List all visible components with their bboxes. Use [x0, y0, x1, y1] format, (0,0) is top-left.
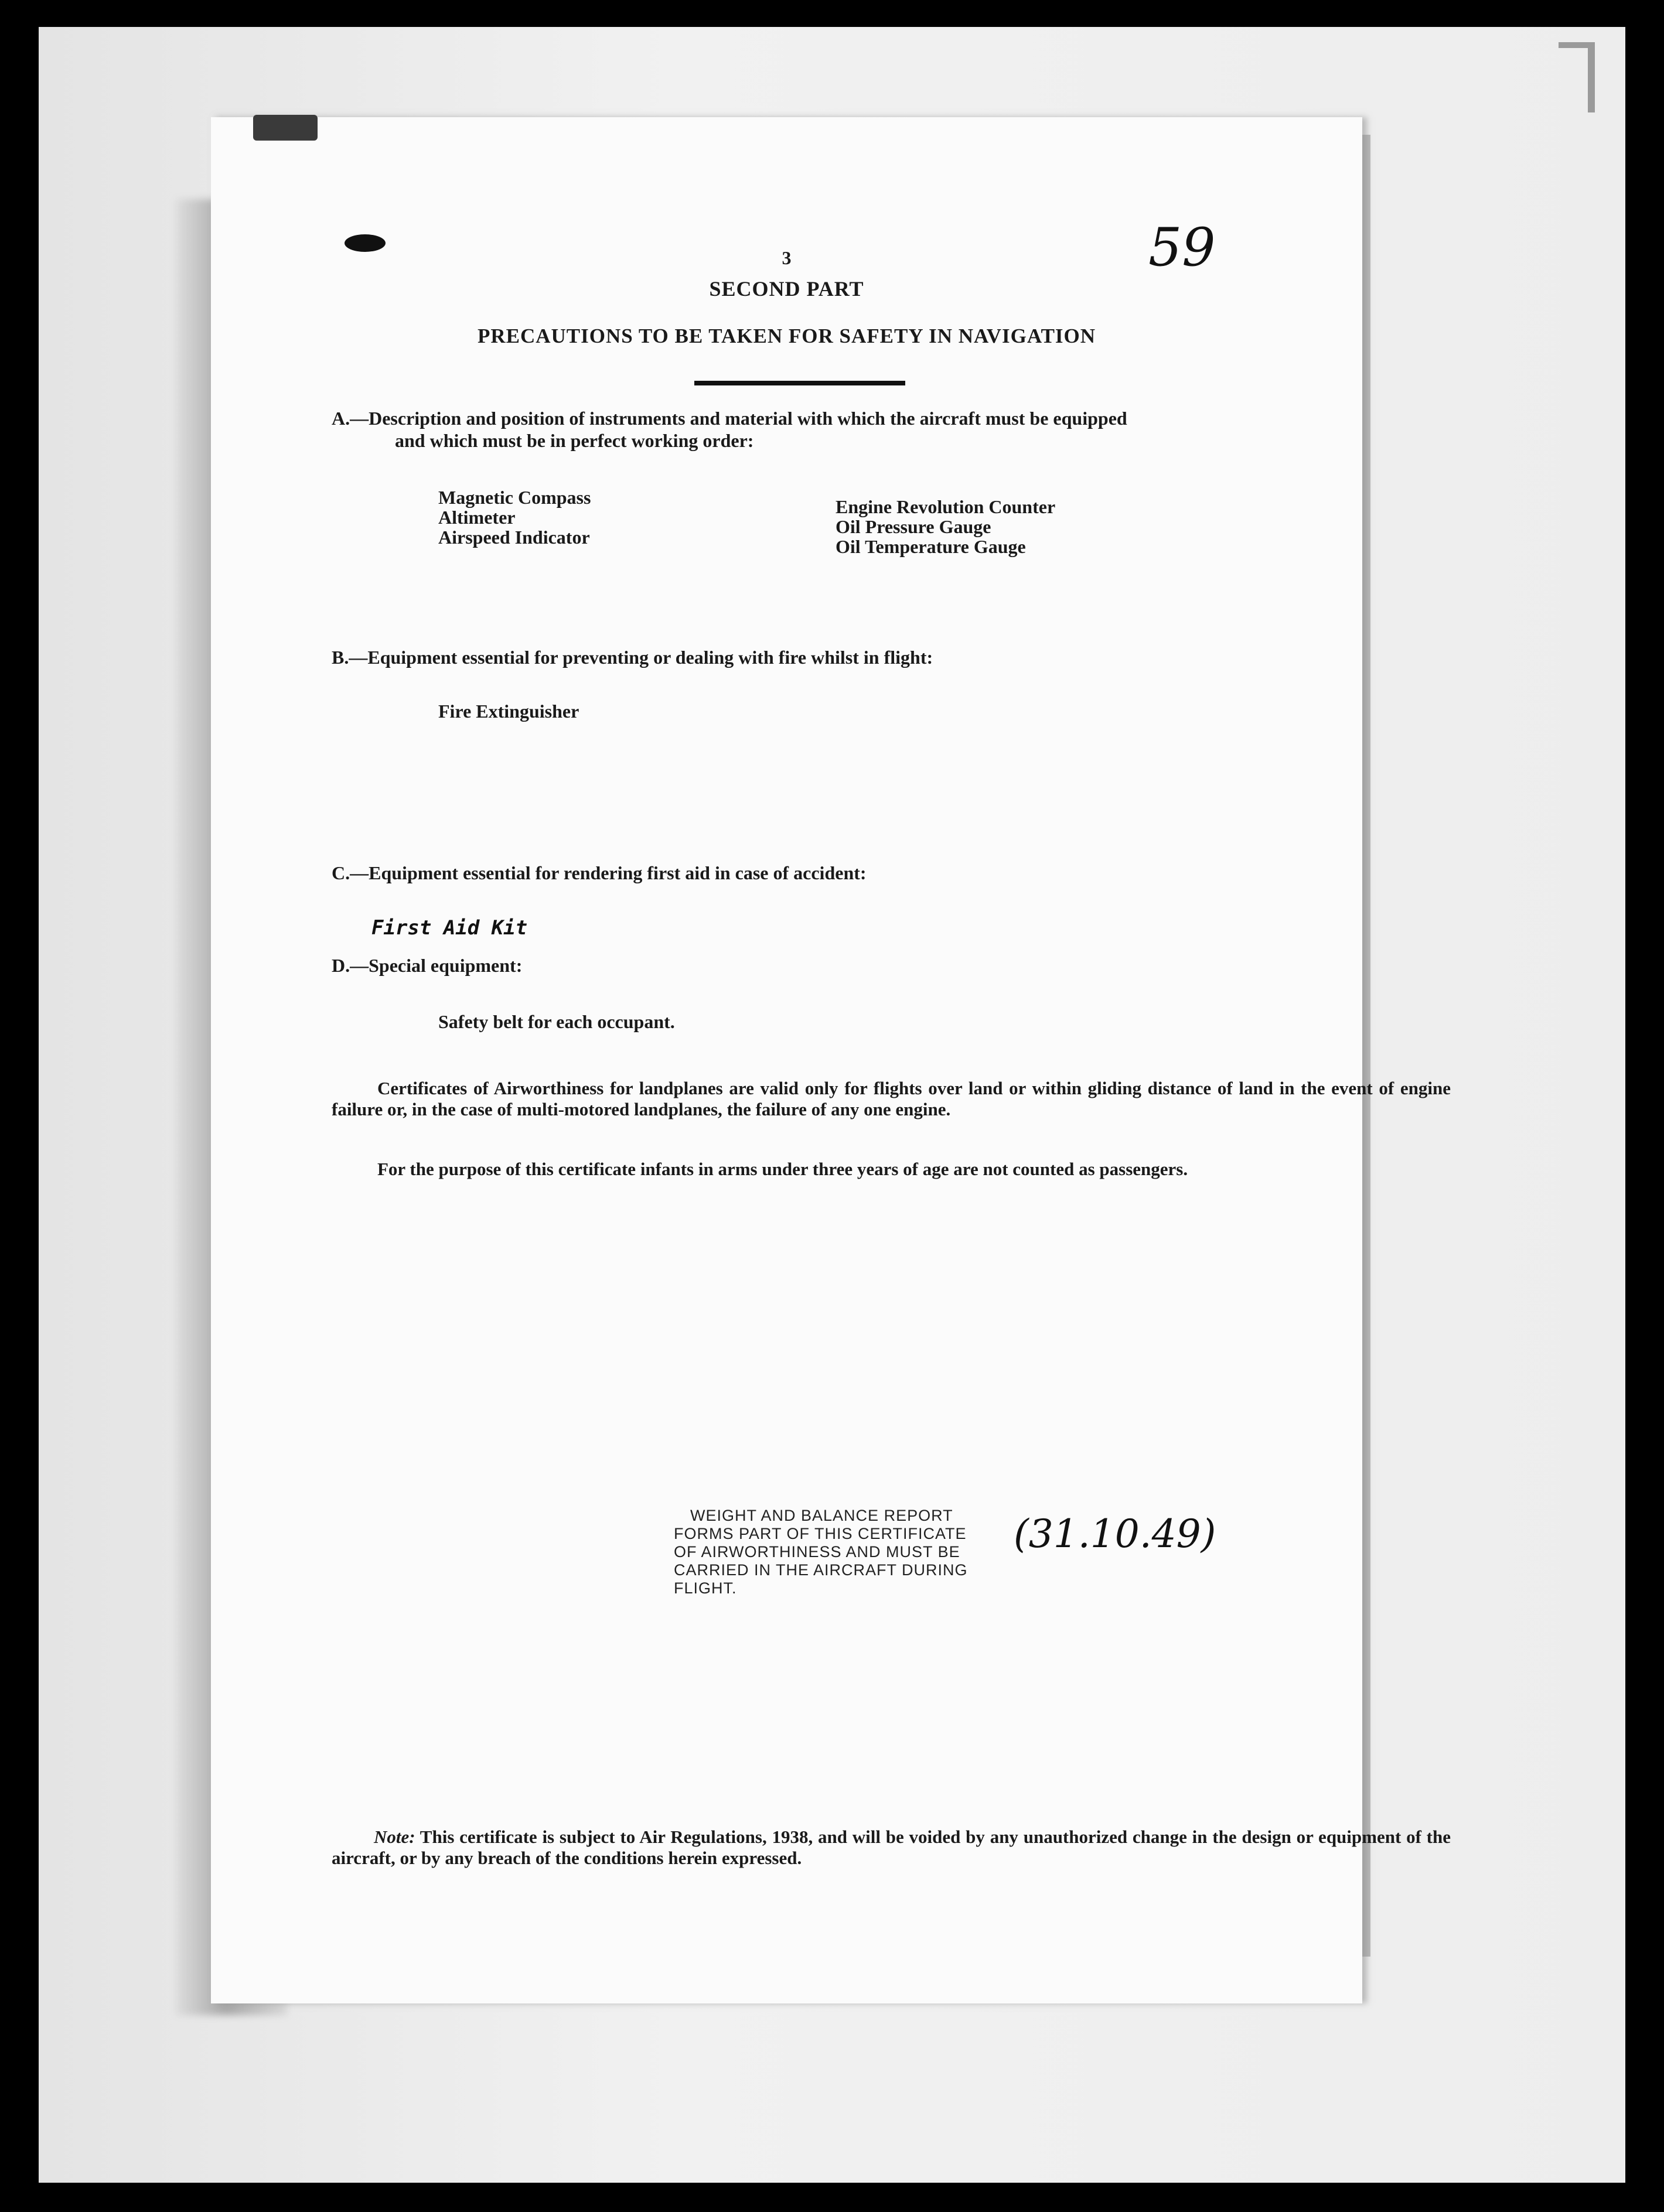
part-title: SECOND PART [709, 277, 864, 301]
note-text: This certificate is subject to Air Regulations, 1938, and will be voided by any unauthorized change in the design or equipment of the aircraft, or by any breach of the conditions herein expressed. [332, 1827, 1451, 1868]
list-item: Magnetic Compass [438, 487, 591, 508]
section-a-heading-cont: and which must be in perfect working order: [395, 430, 754, 451]
corner-bracket [1559, 42, 1595, 112]
handwritten-page-number: 59 [1148, 217, 1216, 278]
section-b-heading: B.—Equipment essential for preventing or dealing with fire whilst in flight: [332, 647, 933, 668]
section-c-item: First Aid Kit [371, 916, 528, 940]
list-item: Airspeed Indicator [438, 527, 590, 548]
handwritten-date: (31.10.49) [1014, 1511, 1216, 1556]
stamp-line: WEIGHT AND BALANCE REPORT [690, 1507, 953, 1524]
section-d-item: Safety belt for each occupant. [438, 1011, 675, 1032]
weight-balance-stamp [674, 1507, 968, 1597]
instrument-list-left [438, 487, 591, 547]
landplanes-text: Certificates of Airworthiness for landplanes are valid only for flights over land or within gliding distance of land in the event of engine failure or, in the case of multi-motored landplanes, the failure of any one engine. [332, 1078, 1451, 1119]
note-paragraph [332, 1827, 1451, 1869]
infants-paragraph [332, 1159, 1451, 1180]
stamp-line: OF AIRWORTHINESS AND MUST BE [674, 1543, 960, 1561]
stamp-line: FLIGHT. [674, 1579, 737, 1597]
infants-text: For the purpose of this certificate infants in arms under three years of age are not counted as passengers. [377, 1159, 1188, 1179]
section-b-item: Fire Extinguisher [438, 701, 579, 722]
landplanes-paragraph [332, 1078, 1451, 1120]
instrument-list-right [836, 497, 1055, 557]
section-c-heading: C.—Equipment essential for rendering first aid in case of accident: [332, 862, 867, 883]
list-item: Oil Pressure Gauge [836, 516, 991, 537]
page-edge [1362, 135, 1370, 1957]
list-item: Oil Temperature Gauge [836, 536, 1026, 557]
list-item: Engine Revolution Counter [836, 496, 1056, 517]
page-number: 3 [782, 247, 792, 268]
section-title: PRECAUTIONS TO BE TAKEN FOR SAFETY IN NAVIGATION [477, 325, 1096, 347]
title-rule [694, 381, 905, 385]
document-page [211, 117, 1451, 2003]
stamp-line: CARRIED IN THE AIRCRAFT DURING [674, 1561, 968, 1579]
binder-tab [253, 115, 318, 141]
stamp-line: FORMS PART OF THIS CERTIFICATE [674, 1525, 967, 1542]
note-label: Note: [374, 1827, 415, 1847]
section-d-heading: D.—Special equipment: [332, 955, 523, 976]
list-item: Altimeter [438, 507, 516, 528]
section-a-heading: A.—Description and position of instruments and material with which the aircraft must be equipped [332, 408, 1127, 429]
